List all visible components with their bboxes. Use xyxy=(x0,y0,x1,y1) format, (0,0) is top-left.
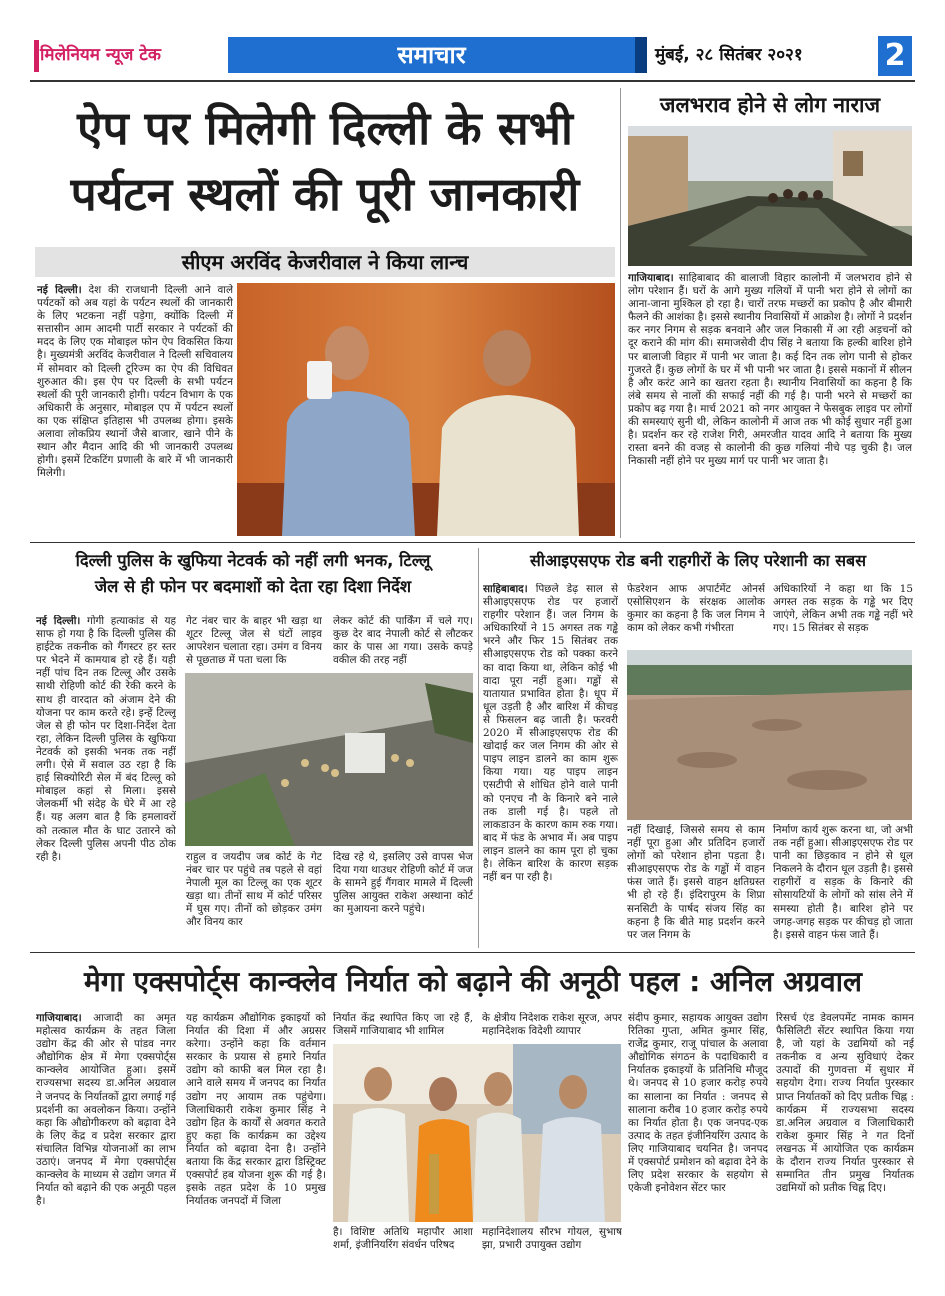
police-column-1-text: गोगी हत्याकांड से यह साफ हो गया है कि दिल्ली पुलिस की हाईटेक तकनीक को गैंगस्टर हर स्तर पर भेदने में कामयाब हो रहे हैं। यही नहीं पांच दिन तक टिल्लू और उसके साथी रोहिणी कोर्ट की रेकी करने के साथ ही वारदात को अंजाम देने की योजना पर काम करते रहे। इन्हें टिल्लू जेल से ही फोन पर दिशा-निर्देश देता रहा, लेकिन दिल्ली पुलिस के खुफिया नेटवर्क को इसकी भनक तक नहीं लगी। ऐसे में सवाल उठ रहा है कि हाई सिक्योरिटी सेल में बंद टिल्लू को मोबाइल कहां से मिला। इससे जेलकर्मी भी संदेह के घेरे में आ रहे हैं। यह अलग बात है कि हमलावरों को तत्काल मौत के घाट उतारने को लेकर दिल्ली पुलिस अपनी पीठ ठोक रही है। xyxy=(36,615,176,863)
lead-headline-line-1: ऐप पर मिलेगी दिल्ली के सभी xyxy=(77,101,573,155)
lead-body-text: देश की राजधानी दिल्ली आने वाले पर्यटकों को अब यहां के पर्यटन स्थलों की जानकारी के लिए भटकना नहीं पड़ेगा, क्योंकि दिल्ली में सत्तासीन आम आदमी पार्टी सरकार ने पर्यटकों की मदद के लिए एक मोबाइल फोन ऐप विकसित किया है। मुख्यमंत्री अरविंद केजरीवाल ने दिल्ली सचिवालय में सोमवार को दिल्ली टूरिज्म का ऐप की विधिवत शुरुआत की। इस ऐप पर दिल्ली के सभी पर्यटन स्थलों की पूरी जानकारी होगी। पर्यटन विभाग के एक अधिकारी के अनुसार, मोबाइल एप में पर्यटन स्थलों का एक संक्षिप्त इतिहास भी उपलब्ध होगा। इसके अलावा लोकप्रिय स्थानों जैसे बाजार, खाने पीने के स्थान और मैदान आदि की भी जानकारी उपलब्ध होगी। इसमें टिकटिंग प्रणाली के बारे में भी जानकारी मिलेगी। xyxy=(37,284,233,480)
cisf-column-1-text: पिछले डेढ़ साल से सीआइएसएफ रोड पर हजारों राहगीर परेशान हैं। जल निगम के अधिकारियों ने 15 अगस्त तक गड्ढे भरने और फिर 15 सितंबर तक सीआइएसएफ रोड को पक्का करने का वादा किया था, लेकिन कोई भी वादा पूरा नहीं हुआ। गड्ढों से यातायात प्रभावित होता है। धूप में धूल उड़ती है और बारिश में कीचड़ से फिसलन बढ़ जाती है। फरवरी 2020 में सीआइएसएफ रोड की खोदाई कर जल निगम की ओर से पाइप लाइन डालने का काम शुरू किया गया। यह पाइप लाइन एसटीपी से शोधित होने वाले पानी को एनएच नौ के किनारे बने नाले तक डाली गई है। पहले तो लाकडाउन के कारण काम रुक गया। बाद में फंड के अभाव में। अब पाइप लाइन डालने का काम पूरा हो चुका है। लेकिन बारिश के कारण सड़क नहीं बन पा रही है। xyxy=(483,583,618,884)
masthead-rule xyxy=(30,80,915,82)
police-column-3-top: लेकर कोर्ट की पार्किंग में चले गए। कुछ देर बाद नेपाली कोर्ट से लौटकर कार के पास आ गया। उसके कपड़े वकील की तरह नहीं xyxy=(333,615,473,667)
police-column-2-top: गेट नंबर चार के बाहर भी खड़ा था शूटर टिल्लू जेल से घंटों लाइव आपरेशन चलाता रहा। उमंग व विनय से पूछताछ में पता चला कि xyxy=(186,615,322,667)
brand-bar xyxy=(34,40,39,72)
waterlog-body xyxy=(628,272,912,538)
waterlog-photo-graphic xyxy=(628,126,912,266)
cisf-column-2-top: फेडरेशन आफ अपार्टमेंट ओनर्स एसोसिएशन के संरक्षक आलोक कुमार का कहना है कि जल निगम ने काम को लेकर कभी गंभीरता xyxy=(627,583,765,635)
issue-date: मुंबई, २८ सितंबर २०२१ xyxy=(655,45,803,65)
expo-column-1-text: आजादी का अमृत महोत्सव कार्यक्रम के तहत जिला उद्योग केंद्र की ओर से पांडव नगर औद्योगिक क्षेत्र में मेगा एक्सपोर्ट्स कान्क्लेव आयोजित हुआ। इसमें राज्यसभा सदस्य डा.अनिल अग्रवाल ने जनपद के निर्यातकों द्वारा लगाई गई प्रदर्शनी का अवलोकन किया। उन्होंने कहा कि औद्योगीकरण को बढ़ावा देने के लिए केंद्र व प्रदेश सरकार द्वारा संचालित विभिन्न योजनाओं का लाभ उठाएं। जनपद में मेगा एक्सपोर्ट्स कान्क्लेव के माध्यम से उद्योग जगत में निर्यात को बढ़ाने की एक अनूठी पहल है। xyxy=(36,1012,176,1208)
section-rule-2 xyxy=(30,952,915,953)
lead-photo-graphic xyxy=(237,283,615,536)
masthead xyxy=(0,0,945,78)
expo-column-2: यह कार्यक्रम औद्योगिक इकाइयों को निर्यात की दिशा में और अग्रसर करेगा। उन्होंने कहा कि वर्तमान सरकार के प्रयास से हमारे निर्यात उद्योग को काफी बल मिल रहा है। आने वाले समय में जनपद का निर्यात उद्योग नए आयाम तक पहुंचेगा। जिलाधिकारी राकेश कुमार सिंह ने उद्योग हित के कार्यों से अवगत कराते हुए कहा कि कार्यक्रम का उद्देश्य निर्यात को बढ़ावा देना है। उन्होंने बताया कि केंद्र सरकार द्वारा डिस्ट्रिक्ट एक्सपोर्ट हब योजना शुरू की गई है। इसके तहत प्रदेश के 10 प्रमुख निर्यातक जनपदों में जिला xyxy=(186,1012,326,1208)
waterlog-photo-flooded-street xyxy=(628,126,912,266)
cisf-photo-graphic xyxy=(627,650,912,820)
police-photo-graphic xyxy=(185,673,473,846)
expo-column-4-top: के क्षेत्रीय निदेशक राकेश सूरज, अपर महानिदेशक विदेशी व्यापार xyxy=(482,1012,622,1038)
waterlog-dateline: गाजियाबाद। xyxy=(628,272,674,284)
cisf-headline: सीआइएसएफ रोड बनी राहगीरों के लिए परेशानी का सबस xyxy=(529,551,867,570)
lead-photo-kejriwal-launch xyxy=(237,283,615,536)
cisf-column-1 xyxy=(483,583,618,948)
expo-photo-graphic xyxy=(333,1044,621,1222)
section-title: समाचार xyxy=(228,37,635,73)
section-rule-1 xyxy=(30,542,915,543)
expo-column-6: रिसर्च एंड डेवलपमेंट नामक कामन फैसिलिटी सेंटर स्थापित किया गया है, जो यहां के उद्यमियों को नई तकनीक व अन्य सुविधाएं देकर उत्पादों की गुणवत्ता में सुधार में सहयोग देगा। राज्य निर्यात पुरस्कार प्राप्त निर्यातकों को दिए प्रतीक चिह्न : कार्यक्रम में राज्यसभा सदस्य डा.अनिल अग्रवाल व जिलाधिकारी राकेश कुमार सिंह ने गत दिनों लखनऊ में आयोजित एक कार्यक्रम के दौरान राज्य निर्यात पुरस्कार से सम्मानित तीन प्रमुख निर्यातक उद्यमियों को प्रतीक चिह्न दिए। xyxy=(776,1012,914,1195)
police-headline-line-1: दिल्ली पुलिस के खुफिया नेटवर्क को नहीं लगी भनक, टिल्लू xyxy=(75,551,431,570)
expo-column-5: संदीप कुमार, सहायक आयुक्त उद्योग रितिका गुप्ता, अमित कुमार सिंह, राजेंद्र कुमार, राजू पांचाल के अलावा औद्योगिक संगठन के पदाधिकारी व निर्यातक इकाइयों के प्रतिनिधि मौजूद थे। जनपद से 10 हजार करोड़ रुपये का सालाना का निर्यात : जनपद से सालाना करीब 10 हजार करोड़ रुपये का निर्यात होता है। एक जनपद-एक उत्पाद के तहत इंजीनियरिंग उत्पाद के लिए गाजियाबाद चयनित है। जनपद में एक्सपोर्ट प्रमोशन को बढ़ावा देने के लिए प्रदेश सरकार के सहयोग से एकेजी इनोवेशन सेंटर फार xyxy=(628,1012,768,1195)
lead-body xyxy=(37,284,233,544)
cisf-column-3-bottom: निर्माण कार्य शुरू करना था, जो अभी तक नहीं हुआ। सीआइएसएफ रोड पर पानी का छिड़काव न होने से धूल निकलने के दौरान धूल उड़ती है। इससे राहगीरों व सड़क के किनारे की सोसायटियों के लोगों को सांस लेने में समस्या होती है। बारिश होने पर जगह-जगह सड़क पर कीचड़ हो जाता है। इससे वाहन फंस जाते हैं। xyxy=(773,824,913,941)
cisf-column-3-top: अधिकारियों ने कहा था कि 15 अगस्त तक सड़क के गड्ढे भर दिए जाएंगे, लेकिन अभी तक गड्ढे नहीं भरे गए। 15 सितंबर से सड़क xyxy=(773,583,913,635)
lead-headline-line-2: पर्यटन स्थलों की पूरी जानकारी xyxy=(70,167,580,221)
expo-headline: मेगा एक्सपोर्ट्स कान्क्लेव निर्यात को बढ़ाने की अनूठी पहल : अनिल अग्रवाल xyxy=(84,965,862,998)
expo-photo-lamp-lighting xyxy=(333,1044,621,1222)
expo-column-3-top: निर्यात केंद्र स्थापित किए जा रहे हैं, जिसमें गाजियाबाद भी शामिल xyxy=(333,1012,473,1038)
police-column-1 xyxy=(36,615,176,945)
column-divider-2 xyxy=(478,548,479,948)
column-divider xyxy=(620,88,621,538)
brand-name: मिलेनियम न्यूज टेक xyxy=(40,45,161,65)
police-column-2-bottom: राहुल व जयदीप जब कोर्ट के गेट नंबर चार पर पहुंचे तब पहले से वहां नेपाली मूल का टिल्लू का एक शूटर खड़ा था। तीनों साथ में कोर्ट परिसर में घुस गए। तीनों को छोड़कर उमंग और विनय कार xyxy=(186,851,322,929)
cisf-column-2-bottom: नहीं दिखाई, जिससे समय से काम नहीं पूरा हुआ और प्रतिदिन हजारों लोगों को परेशान होना पड़ता है। सीआइएसएफ रोड के गड्ढों में वाहन फंस जाते हैं। इससे वाहन क्षतिग्रस्त भी हो रहे हैं। इंदिरापुरम के शिप्रा सनसिटी के पार्षद संजय सिंह का कहना है कि बीते माह प्रदर्शन करने पर जल निगम के xyxy=(627,824,765,941)
waterlog-headline: जलभराव होने से लोग नाराज xyxy=(659,93,881,117)
expo-dateline: गाजियाबाद। xyxy=(36,1012,82,1024)
section-title-accent xyxy=(635,37,647,73)
lead-subheadline: सीएम अरविंद केजरीवाल ने किया लान्च xyxy=(35,247,615,277)
expo-column-1 xyxy=(36,1012,176,1257)
police-dateline: नई दिल्ली। xyxy=(36,615,81,627)
expo-column-3-bottom: है। विशिष्ट अतिथि महापौर आशा शर्मा, इंजीनियरिंग संवर्धन परिषद xyxy=(333,1226,473,1252)
lead-dateline: नई दिल्ली। xyxy=(37,284,82,296)
cisf-photo-damaged-road xyxy=(627,650,912,820)
page-number: 2 xyxy=(878,36,912,76)
expo-column-4-bottom: महानिदेशालय सौरभ गोयल, सुभाष झा, प्रभारी उपायुक्त उद्योग xyxy=(482,1226,622,1252)
waterlog-body-text: साहिबाबाद की बालाजी विहार कालोनी में जलभराव होने से लोग परेशान हैं। घरों के आगे मुख्य गलियों में पानी भरा होने से लोगों का आना-जाना मुश्किल हो रहा है। चारों तरफ मच्छरों का प्रकोप है और बीमारी फैलने की आशंका है। इससे स्थानीय निवासियों में आक्रोश है। लोगों ने प्रदर्शन कर नगर निगम से सड़क बनवाने और जल निकासी में आ रही अड़चनों को दूर कराने की मांग की। समाजसेवी दीप सिंह ने बताया कि हल्की बारिश होने पर बालाजी विहार में पानी भर जाता है। कई दिन तक लोग पानी से होकर गुजरते हैं। कुछ लोगों के घर में भी पानी भर जाता है। इससे मकानों में सीलन है और करंट आने का खतरा रहता है। स्थानीय निवासियों का कहना है कि लंबे समय से नालों की सफाई नहीं की गई है। पानी भरने से मच्छरों का प्रकोप बढ़ गया है। मार्च 2021 को नगर आयुक्त ने फेसबुक लाइव पर लोगों की समस्याएं सुनी थी, लेकिन कालोनी में आज तक भी कोई सुधार नहीं हुआ है। प्रदर्शन कर रहे राजेश गिरी, अमरजीत यादव आदि ने बताया कि मुख्य रास्ता बनने की वजह से कालोनी की कुछ गलियां नीचे पड़ चुकी है। जल निकासी नहीं होने पर मुख्य मार्ग पर पानी भर जाता है। xyxy=(628,272,912,468)
police-headline-line-2: जेल से ही फोन पर बदमाशों को देता रहा दिशा निर्देश xyxy=(94,577,412,596)
police-photo-court-premises xyxy=(185,673,473,846)
police-column-3-bottom: दिख रहे थे, इसलिए उसे वापस भेज दिया गया थाउधर रोहिणी कोर्ट में जज के सामने हुई गैंगवार मामले में दिल्ली पुलिस आयुक्त राकेश अस्थाना कोर्ट का मुआयना करने पहुंचे। xyxy=(333,851,473,916)
cisf-dateline: साहिबाबाद। xyxy=(483,583,528,595)
